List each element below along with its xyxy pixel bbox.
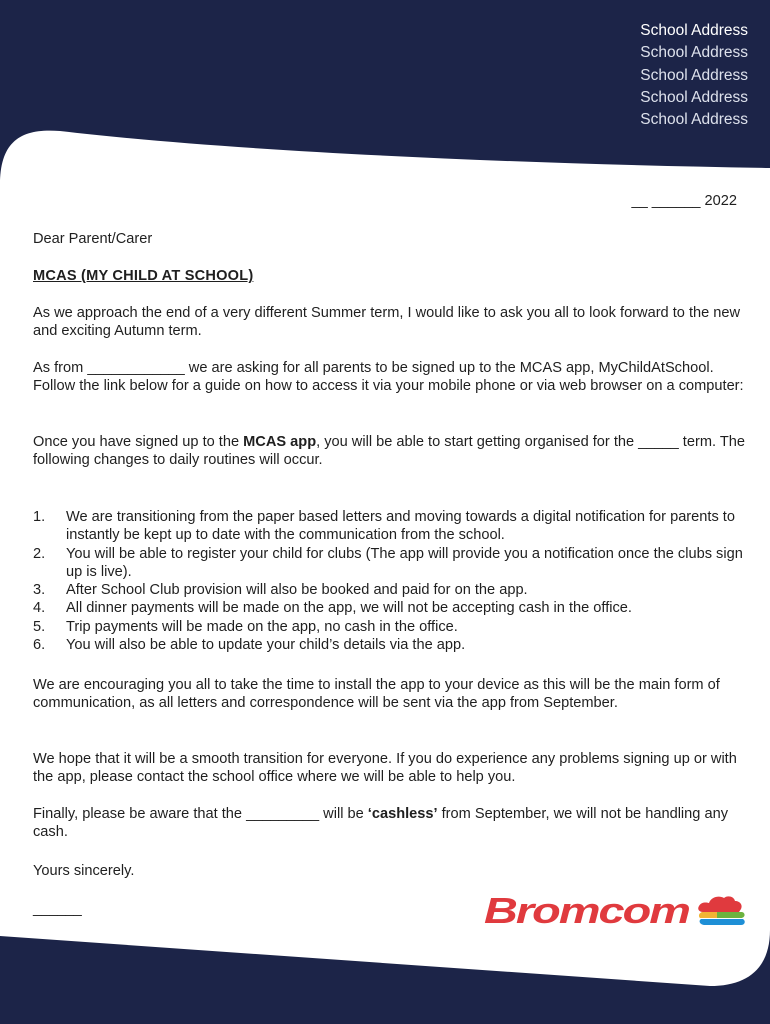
list-text: Trip payments will be made on the app, no cash in the office. <box>66 618 458 635</box>
paragraph-intro: As we approach the end of a very different Summer term, I would like to ask you all to look forward to the new and exciting Autumn term. <box>33 305 741 340</box>
list-number: 3. <box>33 582 46 599</box>
list-item <box>33 545 745 582</box>
salutation: Dear Parent/Carer <box>33 231 153 247</box>
address-line: School Address <box>640 44 748 62</box>
list-text: You will also be able to update your child’s details via the app. <box>66 637 466 654</box>
signature-line: ______ <box>33 901 82 917</box>
list-item <box>33 508 745 545</box>
list-item <box>33 618 745 636</box>
list-number: 1. <box>33 509 46 525</box>
list-number: 4. <box>33 600 46 617</box>
address-line: School Address <box>640 22 748 39</box>
list-text: After School Club provision will also be booked and paid for on the app. <box>66 582 528 599</box>
paragraph-organise <box>33 433 745 470</box>
list-number: 5. <box>33 618 46 635</box>
list-item <box>33 636 745 654</box>
paragraph-cashless <box>33 805 745 842</box>
paragraph-text: Once you have signed up to the <box>33 434 244 450</box>
paragraph-encourage: We are encouraging you all to take the time to install the app to your device as this will be the main form of communication, as all letters and correspondence will be sent via the app from September. <box>33 677 720 712</box>
address-line: School Address <box>640 88 748 106</box>
list-number: 2. <box>33 545 46 562</box>
cloud-icon <box>698 896 745 925</box>
paragraph-transition: We hope that it will be a smooth transition for everyone. If you do experience any problems signing up or with the app, please contact the school office where we will be able to help you. <box>33 751 737 786</box>
paragraph-text: , you will be able to start getting organised for the _____ term. The following changes to daily routines will occur. <box>33 434 745 469</box>
closing: Yours sincerely. <box>33 863 135 879</box>
paragraph-signup: As from ____________ we are asking for all parents to be signed up to the MCAS app, MyChildAtSchool. Follow the link below for a guide on how to access it via your mobile phone or via web browser on a computer: <box>33 360 744 395</box>
list-text: We are transitioning from the paper based letters and moving towards a digital notification for parents to instantly be kept up to date with the communication from the school. <box>66 509 735 544</box>
logo-wordmark: Bromcom <box>484 890 690 931</box>
list-number: 6. <box>33 637 46 654</box>
address-line: School Address <box>640 111 748 129</box>
letter-date: __ ______ 2022 <box>631 193 737 209</box>
list-item <box>33 581 745 599</box>
paragraph-text: Finally, please be aware that the _________ will be <box>33 806 368 822</box>
school-address-block <box>640 20 748 131</box>
list-text: You will be able to register your child for clubs (The app will provide you a notification once the clubs sign up is live). <box>66 545 743 580</box>
address-line: School Address <box>640 66 748 84</box>
letter-subject: MCAS (MY CHILD AT SCHOOL) <box>33 268 254 284</box>
mcas-app-bold: MCAS app <box>243 434 317 450</box>
paragraph-text: from September, we will not be handling any cash. <box>33 806 728 841</box>
bromcom-logo <box>484 889 756 933</box>
list-item <box>33 599 745 617</box>
cashless-bold: ‘cashless’ <box>367 806 438 822</box>
changes-list <box>33 508 745 654</box>
list-text: All dinner payments will be made on the app, we will not be accepting cash in the office. <box>66 600 632 617</box>
